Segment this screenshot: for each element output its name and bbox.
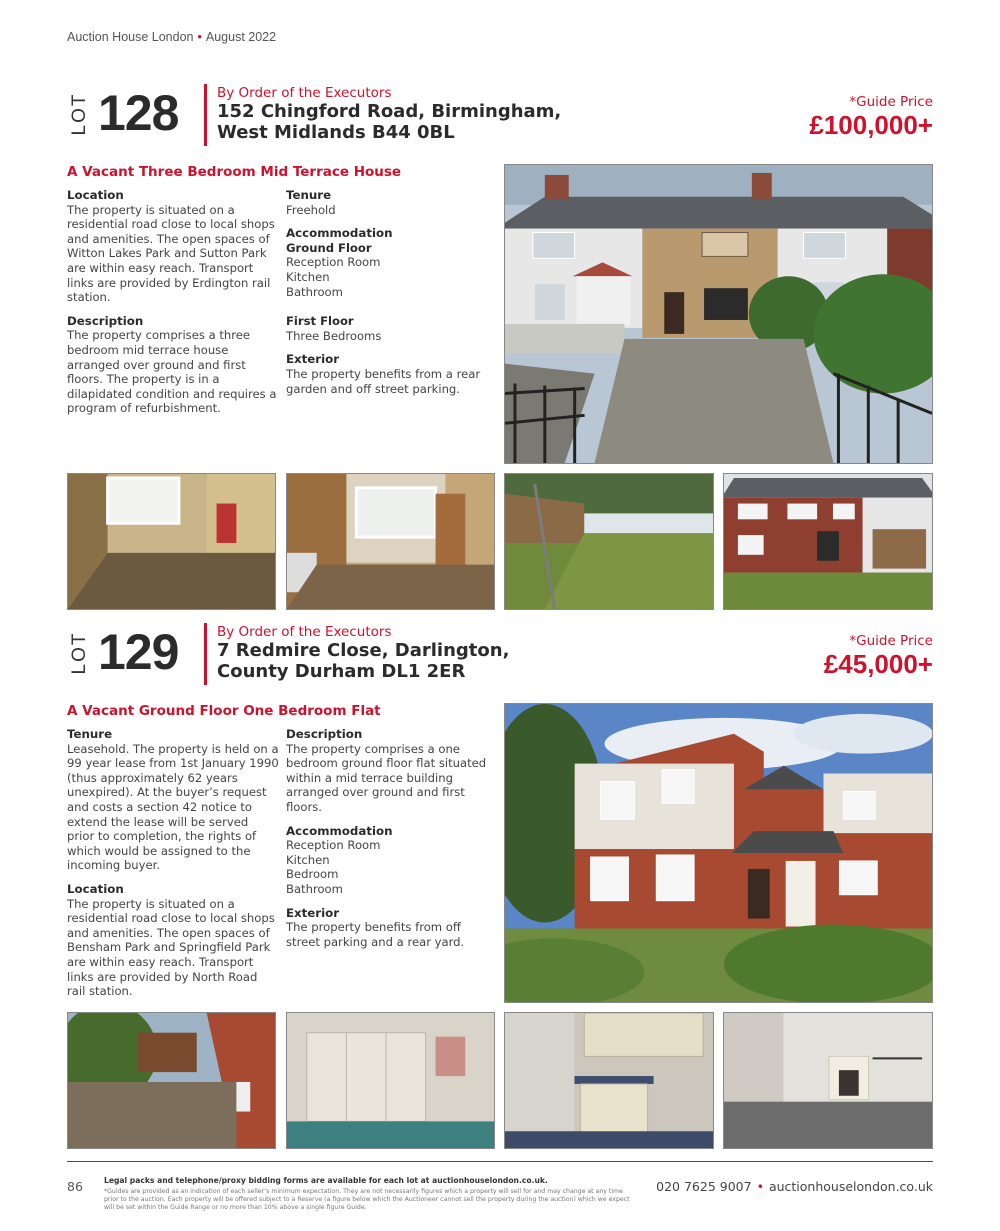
lot-title: A Vacant Ground Floor One Bedroom Flat [67, 703, 381, 719]
ground-floor-heading: Ground Floor [286, 240, 372, 255]
reception-room-photo [723, 1012, 933, 1149]
tenure-text: Freehold [286, 202, 336, 217]
guide-price: £100,000+ [809, 110, 933, 140]
room-photo [286, 473, 495, 610]
guide-price-label: *Guide Price [849, 633, 933, 649]
phone-number: 020 7625 9007 [656, 1179, 752, 1194]
description-heading: Description [67, 313, 144, 328]
details-left-column [67, 188, 279, 425]
lot-128 [67, 84, 933, 614]
exterior-heading: Exterior [286, 352, 340, 367]
accommodation-heading: Accommodation [286, 226, 393, 241]
tenure-heading: Tenure [286, 188, 332, 202]
guide-disclaimer: *Guides are provided as an indication of each seller’s minimum expectation. They are not necessarily figures which a property will sell for and may change at any time prior to the auction. Each property will be offered subject to a Reserve (a figure below which the Auctioneer cannot sell the property during the auction) which we expect will be set within the Guide Range or no more than 10% above a single figure Guide. [104, 1188, 630, 1211]
lot-title: A Vacant Three Bedroom Mid Terrace House [67, 164, 402, 180]
rear-elevation-photo [723, 473, 933, 610]
details-left-column [67, 727, 279, 1008]
accent-bar [204, 623, 207, 685]
guide-price-label: *Guide Price [849, 94, 933, 110]
exterior-text: The property benefits from off street parking and a rear yard. [286, 920, 465, 949]
exterior-text: The property benefits from a rear garden and off street parking. [286, 366, 481, 396]
rear-yard-photo [67, 1012, 276, 1149]
main-property-photo [504, 164, 933, 464]
kitchen-photo [504, 1012, 714, 1149]
page-number: 86 [67, 1179, 83, 1194]
footer-rule [67, 1161, 933, 1162]
room-item: Kitchen [286, 269, 330, 284]
first-floor-heading: First Floor [286, 314, 354, 329]
details-right-column [286, 727, 498, 958]
main-property-photo [504, 703, 933, 1003]
details-right-column [286, 188, 498, 405]
legal-packs-note: Legal packs and telephone/proxy bidding forms are available for each lot at auctionhouselondon.co.uk. [104, 1176, 548, 1185]
bedroom-photo [286, 1012, 495, 1149]
location-heading: Location [67, 881, 124, 896]
bedroom-photo [67, 473, 276, 610]
lot-number: 129 [98, 624, 179, 680]
tenure-heading: Tenure [67, 727, 113, 741]
room-item: Bedroom [286, 867, 339, 882]
property-address: 7 Redmire Close, Darlington, County Durham DL1 2ER [217, 640, 510, 682]
guide-price: £45,000+ [823, 649, 933, 679]
property-address: 152 Chingford Road, Birmingham, West Midlands B44 0BL [217, 101, 562, 143]
sale-order: By Order of the Executors [217, 624, 392, 640]
lot-label: LOT [69, 92, 90, 136]
website-link[interactable]: auctionhouselondon.co.uk [768, 1179, 933, 1194]
room-item: Bathroom [286, 284, 343, 299]
room-item: Reception Room [286, 255, 381, 270]
location-text: The property is situated on a residential road close to local shops and amenities. The open spaces of Bensham Park and Springfield Park are within easy reach. Transport links are provided by North Road rail station. [67, 896, 275, 999]
separator-dot: • [756, 1179, 764, 1194]
lot-header [67, 84, 933, 148]
running-header [67, 30, 276, 44]
rear-garden-photo [504, 473, 714, 610]
publisher-name: Auction House London [67, 30, 194, 44]
tenure-text: Leasehold. The property is held on a 99 year lease from 1st January 1990 (thus approximately 62 years unexpired). At the buyer’s request and costs a section 42 notice to extend the lease will be served prior to completion, the rights of which would be assigned to the incoming buyer. [67, 741, 279, 873]
lot-label: LOT [69, 631, 90, 675]
exterior-heading: Exterior [286, 905, 340, 920]
lot-header [67, 623, 933, 687]
room-item: Reception Room [286, 838, 381, 853]
accent-bar [204, 84, 207, 146]
sale-order: By Order of the Executors [217, 85, 392, 101]
separator-dot: • [197, 30, 202, 44]
location-heading: Location [67, 188, 124, 202]
location-text: The property is situated on a residential road close to local shops and amenities. The open spaces of Witton Lakes Park and Sutton Park are within easy reach. Transport links are provided by Erdington rail station. [67, 202, 275, 305]
description-text: The property comprises a three bedroom mid terrace house arranged over ground and first floors. The property is in a dilapidated condition and requires a program of refurbishment. [67, 328, 277, 416]
accommodation-heading: Accommodation [286, 823, 393, 838]
lot-number: 128 [98, 85, 179, 141]
issue-date: August 2022 [205, 30, 277, 44]
description-text: The property comprises a one bedroom ground floor flat situated within a mid terrace building arranged over ground and first floors. [286, 741, 487, 814]
room-item: Bathroom [286, 881, 343, 896]
lot-129 [67, 623, 933, 1153]
room-item: Three Bedrooms [286, 328, 382, 343]
room-item: Kitchen [286, 852, 330, 867]
footer-contact [656, 1179, 933, 1194]
description-heading: Description [286, 727, 363, 741]
